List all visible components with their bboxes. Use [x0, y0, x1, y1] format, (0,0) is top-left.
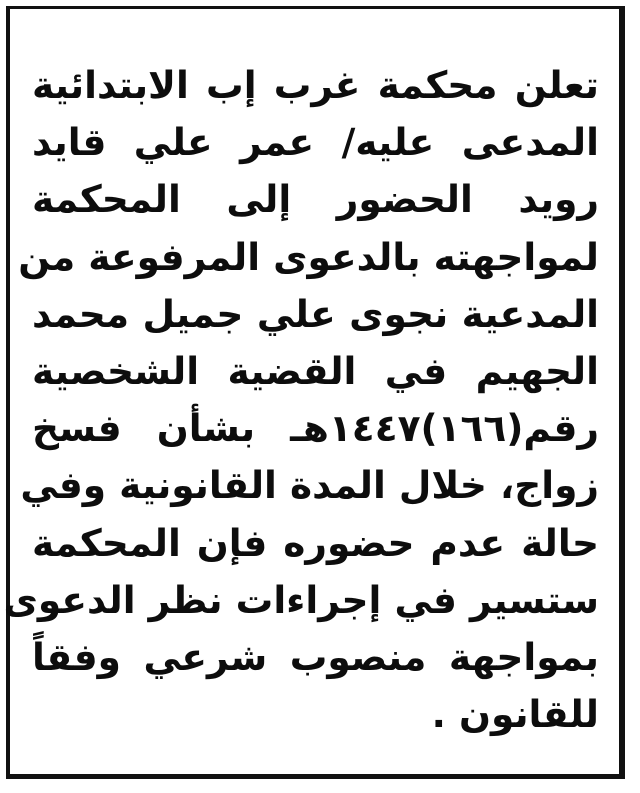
notice-line-10: ستسير في إجراءات نظر الدعوى: [3, 577, 599, 622]
notice-line-7: رقم(١٦٦)١٤٤٧هـ بشأن فسخ: [32, 406, 599, 451]
notice-line-5: المدعية نجوى علي جميل محمد: [32, 291, 599, 336]
notice-line-9: حالة عدم حضوره فإن المحكمة: [32, 520, 599, 565]
notice-frame: [3, 6, 625, 779]
notice-line-4: لمواجهته بالدعوى المرفوعة من: [18, 234, 599, 279]
notice-line-11: بمواجهة منصوب شرعي وفقاً: [32, 634, 599, 679]
notice-line-12: للقانون .: [431, 692, 599, 737]
notice-line-3: رويد الحضور إلى المحكمة: [32, 177, 599, 222]
notice-line-6: الجهيم في القضية الشخصية: [32, 348, 599, 393]
notice-line-8: زواج، خلال المدة القانونية وفي: [20, 463, 599, 508]
notice-line-1: تعلن محكمة غرب إب الابتدائية: [32, 63, 599, 107]
court-notice-text: [3, 57, 599, 758]
notice-line-2: المدعى عليه/ عمر علي قايد: [32, 120, 599, 165]
